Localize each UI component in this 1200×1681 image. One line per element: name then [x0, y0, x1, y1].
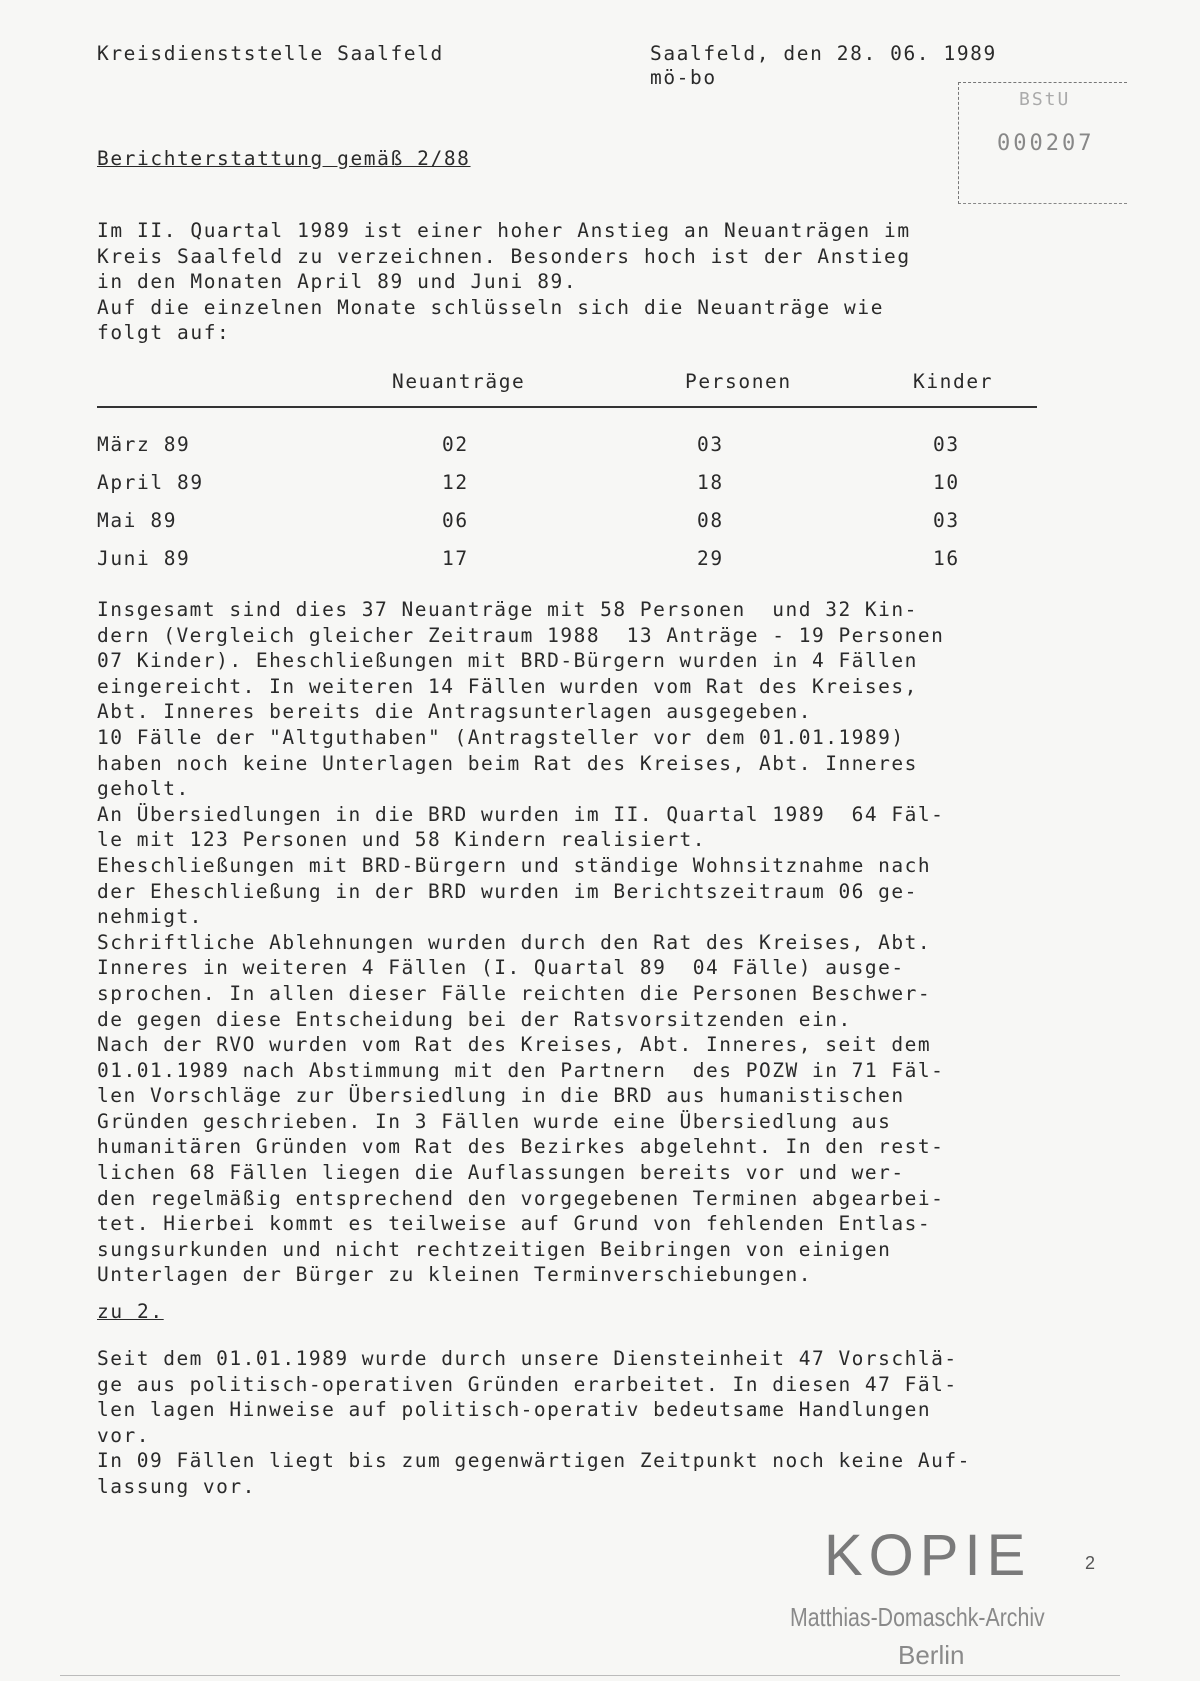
document-date: Saalfeld, den 28. 06. 1989 — [650, 42, 997, 65]
page-number: 2 — [1085, 1553, 1096, 1573]
row-month: Juni 89 — [97, 547, 191, 570]
report-body: Insgesamt sind dies 37 Neuanträge mit 58 Personen und 32 Kin- dern (Vergleich gleicher Zeitraum 1988 13 Anträge - 19 Personen 07 Kinder). Eheschließungen mit BRD-Bürgern wurden in 4 Fällen eingereicht. In weiteren 14 Fällen wurden vom Rat des Kreises, Abt. Inneres bereits die Antragsunterlagen ausgegeben. 10 Fälle der "Altguthaben" (Antragsteller vor dem 01.01.1989) haben noch keine Unterlagen beim Rat des Kreises, Abt. Inneres geholt. An Übersiedlungen in die BRD wurden im II. Quartal 1989 64 Fäl- le mit 123 Personen und 58 Kindern realisiert. Eheschließungen mit BRD-Bürgern und ständige Wohnsitznahme nach der Eheschließung in der BRD wurden im Berichtszeitraum 06 ge- nehmigt. Schriftliche Ablehnungen wurden durch den Rat des Kreises, Abt. Inneres in weiteren 4 Fällen (I. Quartal 89 04 Fälle) ausge- sprochen. In allen dieser Fälle reichten die Personen Beschwer- de gegen diese Entscheidung bei der Ratsvorsitzenden ein. Nach der RVO wurden vom Rat des Kreises, Abt. Inneres, seit dem 01.01.1989 nach Abstimmung mit den Partnern des POZW in 71 Fäl- len Vorschläge zur Übersiedlung in die BRD aus humanistischen Gründen geschrieben. In 3 Fällen wurde eine Übersiedlung aus humanitären Gründen vom Rat des Bezirkes abgelehnt. In den rest- lichen 68 Fällen liegen die Auflassungen bereits vor und wer- den regelmäßig entsprechend den vorgegebenen Terminen abgearbei- tet. Hierbei kommt es teilweise auf Grund von fehlenden Entlas- sungsurkunden und nicht rechtzeitigen Beibringen von einigen Unterlagen der Bürger zu kleinen Terminverschiebungen. — [97, 598, 945, 1287]
column-header-neuantraege: Neuanträge — [392, 370, 526, 393]
section-2-title: zu 2. — [97, 1300, 164, 1323]
row-neuantraege: 02 — [442, 433, 469, 456]
table-header-rule — [97, 406, 1037, 408]
row-neuantraege: 17 — [442, 547, 469, 570]
archive-stamp — [958, 82, 1127, 204]
archive-name: Matthias-Domaschk-Archiv — [790, 1602, 1045, 1632]
row-kinder: 03 — [933, 433, 960, 456]
column-header-personen: Personen — [685, 370, 792, 393]
row-month: Mai 89 — [97, 509, 178, 532]
reference-code: mö-bo — [650, 66, 717, 89]
row-personen: 18 — [697, 471, 724, 494]
subject-line: Berichterstattung gemäß 2/88 — [97, 147, 471, 170]
intro-paragraph: Im II. Quartal 1989 ist einer hoher Anstieg an Neuanträgen im Kreis Saalfeld zu verzeichnen. Besonders hoch ist der Anstieg in den Monaten April 89 und Juni 89. Auf die einzelnen Monate schlüsseln sich die Neuanträge wie folgt auf: — [97, 219, 911, 344]
row-month: März 89 — [97, 433, 191, 456]
row-month: April 89 — [97, 471, 204, 494]
row-neuantraege: 12 — [442, 471, 469, 494]
copy-stamp: KOPIE — [824, 1523, 1032, 1588]
row-personen: 03 — [697, 433, 724, 456]
column-header-kinder: Kinder — [913, 370, 994, 393]
stamp-number: 000207 — [997, 131, 1095, 156]
section-2-body: Seit dem 01.01.1989 wurde durch unsere Diensteinheit 47 Vorschlä- ge aus politisch-operativen Gründen erarbeitet. In diesen 47 Fäl- len lagen Hinweise auf politisch-operativ bedeutsame Handlungen vor. In 09 Fällen liegt bis zum gegenwärtigen Zeitpunkt noch keine Auf- lassung vor. — [97, 1347, 971, 1498]
row-neuantraege: 06 — [442, 509, 469, 532]
row-personen: 29 — [697, 547, 724, 570]
row-kinder: 03 — [933, 509, 960, 532]
page-bottom-rule — [60, 1675, 1120, 1676]
stamp-label: BStU — [1019, 89, 1071, 110]
date-block — [650, 42, 997, 90]
archive-city: Berlin — [898, 1640, 965, 1670]
row-kinder: 16 — [933, 547, 960, 570]
row-kinder: 10 — [933, 471, 960, 494]
row-personen: 08 — [697, 509, 724, 532]
office-name: Kreisdienststelle Saalfeld — [97, 42, 444, 65]
